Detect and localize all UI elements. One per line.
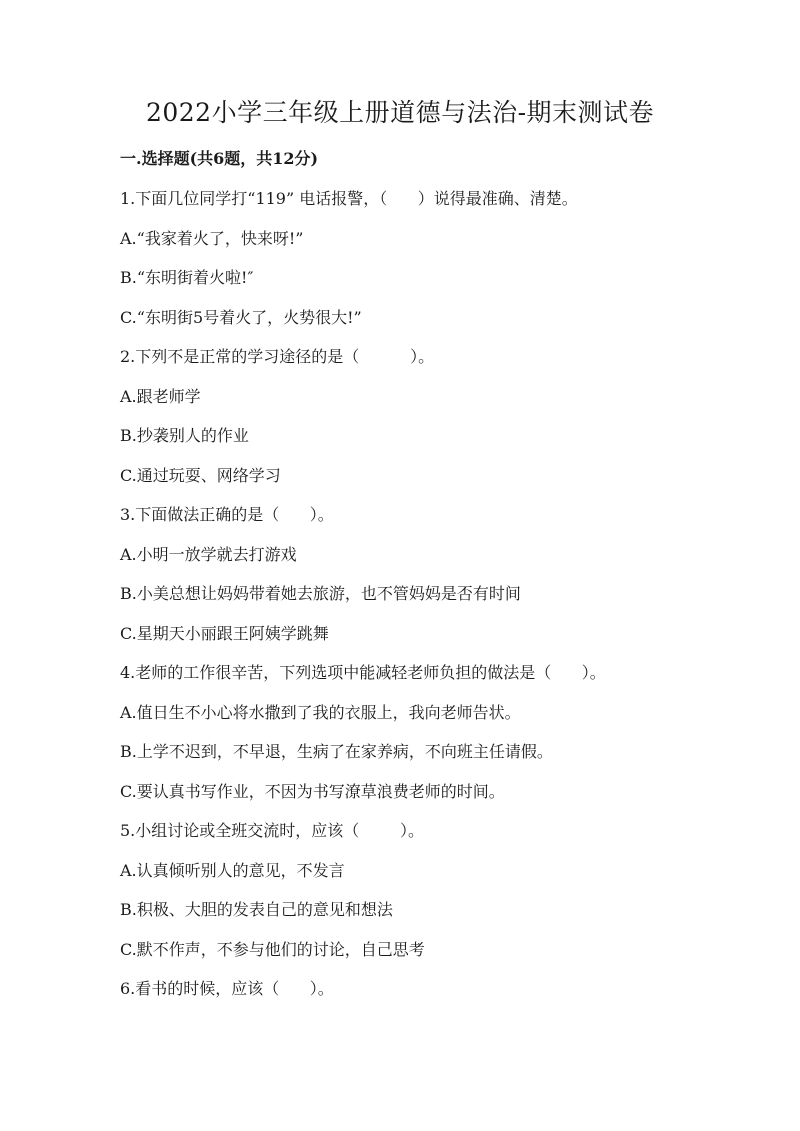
question-4-stem: 4.老师的工作很辛苦，下列选项中能减轻老师负担的做法是（ ）。: [120, 663, 606, 682]
question-2-option-a: A.跟老师学: [120, 387, 201, 406]
question-6-stem: 6.看书的时候，应该（ ）。: [120, 979, 334, 998]
page-title: 2022小学三年级上册道德与法治-期末测试卷: [145, 98, 655, 127]
section-heading: 一.选择题(共6题，共12分): [120, 149, 319, 168]
question-3-stem: 3.下面做法正确的是（ ）。: [120, 505, 334, 524]
question-1-option-a: A.“我家着火了，快来呀!”: [120, 229, 304, 248]
question-4-option-b: B.上学不迟到，不早退，生病了在家养病，不向班主任请假。: [120, 742, 553, 761]
question-5-option-a: A.认真倾听别人的意见，不发言: [120, 861, 345, 880]
question-5-option-c: C.默不作声，不参与他们的讨论，自己思考: [120, 940, 425, 959]
question-2-option-c: C.通过玩耍、网络学习: [120, 466, 281, 485]
question-3-option-b: B.小美总想让妈妈带着她去旅游，也不管妈妈是否有时间: [120, 584, 521, 603]
question-4-option-c: C.要认真书写作业，不因为书写潦草浪费老师的时间。: [120, 782, 505, 801]
question-3-option-c: C.星期天小丽跟王阿姨学跳舞: [120, 624, 329, 643]
question-3-option-a: A.小明一放学就去打游戏: [120, 545, 297, 564]
question-2-option-b: B.抄袭别人的作业: [120, 426, 249, 445]
question-2-stem: 2.下列不是正常的学习途径的是（ ）。: [120, 347, 435, 366]
question-4-option-a: A.值日生不小心将水撒到了我的衣服上，我向老师告状。: [120, 703, 521, 722]
question-1-option-c: C.“东明街5号着火了，火势很大!”: [120, 308, 362, 327]
question-1-stem: 1.下面几位同学打“119” 电话报警，（ ）说得最准确、清楚。: [120, 189, 578, 208]
question-1-option-b: B.“东明街着火啦!″: [120, 268, 254, 287]
question-5-stem: 5.小组讨论或全班交流时，应该（ ）。: [120, 821, 424, 840]
question-5-option-b: B.积极、大胆的发表自己的意见和想法: [120, 900, 393, 919]
